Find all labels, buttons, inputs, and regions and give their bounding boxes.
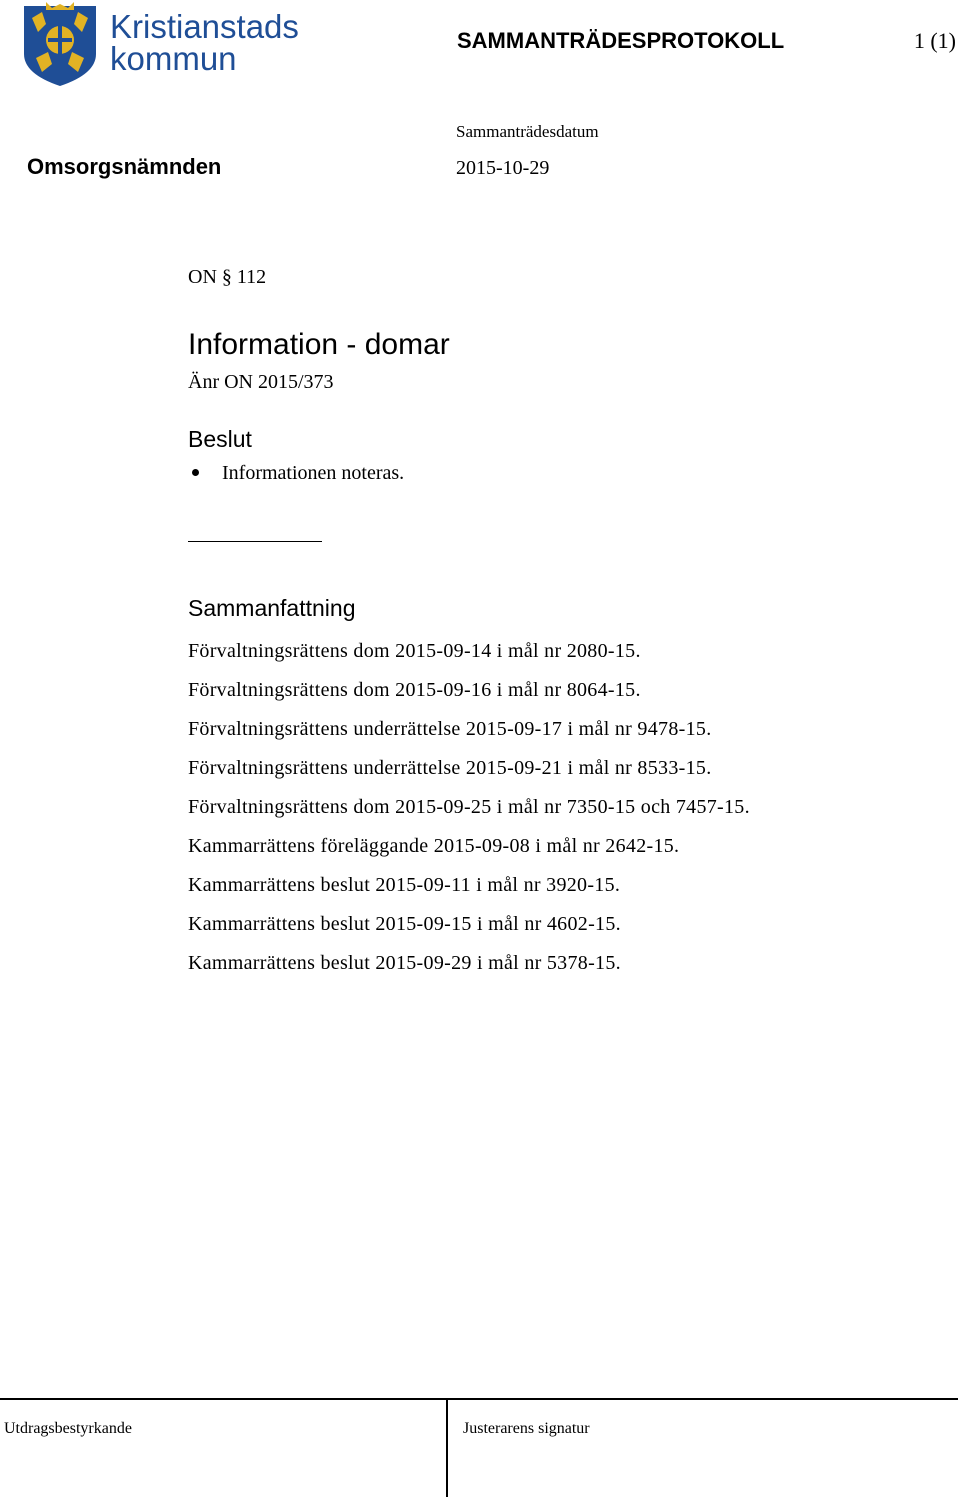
section-divider xyxy=(188,541,322,542)
summary-item: Förvaltningsrättens dom 2015-09-14 i mål nr 2080-15. xyxy=(188,640,641,662)
meeting-date-label: Sammanträdesdatum xyxy=(456,122,599,141)
decision-item xyxy=(188,460,948,486)
municipality-logo xyxy=(22,2,302,86)
adjuster-signature-label: Justerarens signatur xyxy=(463,1420,590,1437)
summary-list xyxy=(188,632,948,983)
extract-certification-label: Utdragsbestyrkande xyxy=(4,1420,132,1437)
registration-number: Änr ON 2015/373 xyxy=(188,371,334,393)
summary-item: Kammarrättens beslut 2015-09-15 i mål nr 4602-15. xyxy=(188,913,621,935)
committee-name: Omsorgsnämnden xyxy=(27,154,222,179)
logo-line-2: kommun xyxy=(110,40,237,77)
logo-line-1: Kristianstads xyxy=(110,8,299,45)
footer-divider xyxy=(446,1399,448,1497)
section-title: Information - domar xyxy=(188,328,450,361)
bullet-icon xyxy=(192,469,199,476)
coat-of-arms-icon xyxy=(24,2,96,86)
decision-list xyxy=(188,460,948,486)
summary-item: Förvaltningsrättens dom 2015-09-16 i mål nr 8064-15. xyxy=(188,679,641,701)
footer-rule xyxy=(0,1398,958,1400)
document-type: SAMMANTRÄDESPROTOKOLL xyxy=(457,28,785,53)
summary-item: Kammarrättens beslut 2015-09-29 i mål nr 5378-15. xyxy=(188,952,621,974)
summary-heading: Sammanfattning xyxy=(188,595,356,621)
summary-item: Kammarrättens beslut 2015-09-11 i mål nr 3920-15. xyxy=(188,874,621,896)
case-id: ON § 112 xyxy=(188,266,267,288)
summary-item: Förvaltningsrättens dom 2015-09-25 i mål nr 7350-15 och 7457-15. xyxy=(188,796,750,818)
decision-heading: Beslut xyxy=(188,426,252,452)
summary-item: Förvaltningsrättens underrättelse 2015-09-21 i mål nr 8533-15. xyxy=(188,757,712,779)
summary-item: Kammarrättens föreläggande 2015-09-08 i mål nr 2642-15. xyxy=(188,835,680,857)
decision-item-text: Informationen noteras. xyxy=(222,462,405,484)
summary-item: Förvaltningsrättens underrättelse 2015-09-17 i mål nr 9478-15. xyxy=(188,718,712,740)
meeting-date: 2015-10-29 xyxy=(456,157,550,179)
protocol-section xyxy=(188,264,948,983)
page-number: 1 (1) xyxy=(913,28,956,53)
